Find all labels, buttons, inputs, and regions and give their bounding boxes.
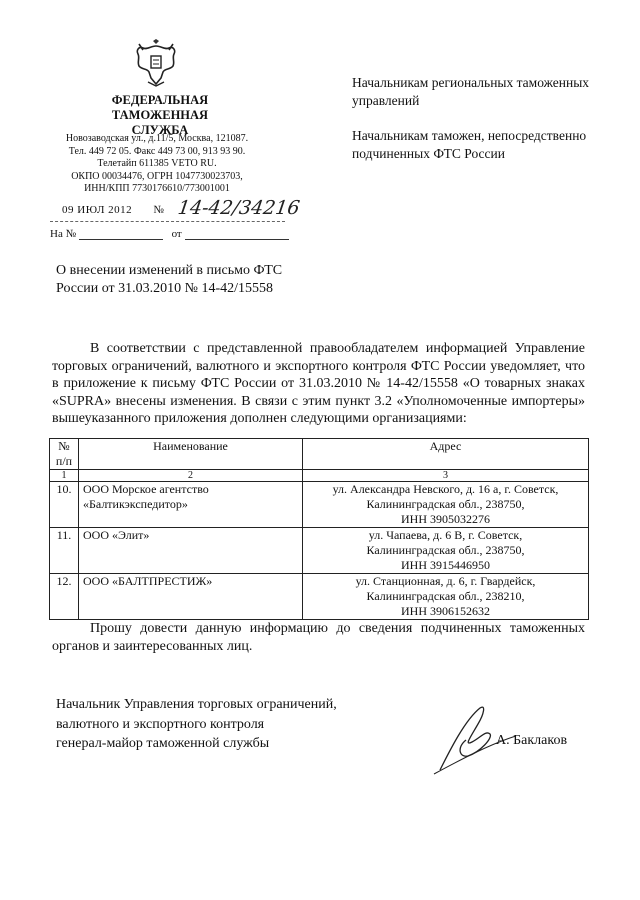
signer-title — [56, 695, 386, 754]
header-name: Наименование — [79, 439, 303, 470]
recipient-regional: Начальникам региональных таможенных управлений — [352, 75, 590, 108]
address-line: ИНН 3915446950 — [401, 558, 490, 572]
signer-name: А. Баклаков — [496, 733, 568, 748]
organizations-table — [49, 438, 589, 620]
column-number: 3 — [303, 470, 589, 482]
org-address — [303, 574, 589, 620]
address-line: ул. Чапаева, д. 6 В, г. Советск, — [368, 528, 523, 542]
column-number: 2 — [79, 470, 303, 482]
row-number: 11. — [50, 528, 79, 574]
address-line: ул. Станционная, д. 6, г. Гвардейск, — [355, 574, 536, 588]
row-number: 10. — [50, 482, 79, 528]
address-line: ИНН 3905032276 — [401, 512, 490, 526]
org-name: ООО «БАЛТПРЕСТИЖ» — [79, 574, 303, 620]
address-line: Калининградская обл., 238750, — [366, 497, 525, 511]
request-paragraph: Прошу довести данную информацию до сведения подчиненных таможенных органов и заинтересованных лиц. — [52, 621, 585, 654]
date-underline — [50, 221, 285, 222]
table-row — [50, 528, 589, 574]
letter-date: 09 ИЮЛ 2012 — [62, 204, 133, 216]
reference-from-label: от — [171, 228, 182, 240]
letter-subject: О внесении изменений в письмо ФТС России от 31.03.2010 № 14-42/15558 — [56, 263, 283, 296]
recipient-customs: Начальникам таможен, непосредственно подчиненных ФТС России — [352, 128, 587, 161]
org-name: ООО Морское агентство «Балтикэкспедитор» — [79, 482, 303, 528]
body-paragraph: В соответствии с представленной правообладателем информацией Управление торговых ограничений, валютного и экспортного контроля ФТС России уведомляет, что в приложение к письму ФТС России от 31.03.2010 № 14-42/15558 «О товарных знаках «SUPRA» внесены изменения. В связи с этим пункт 3.2 «Уполномоченные импортеры» вышеуказанного приложения дополнен следующими организациями: — [52, 341, 585, 426]
letter-date-row — [62, 204, 164, 216]
org-line-1: ФЕДЕРАЛЬНАЯ — [111, 93, 209, 107]
letter-number-handwritten: 14-42/34216 — [176, 197, 302, 219]
contact-line: ОКПО 00034476, ОГРН 1047730023703, — [71, 170, 243, 182]
reference-number-line — [79, 229, 163, 240]
recipients-block — [352, 74, 602, 180]
column-numbers-row — [50, 470, 589, 482]
organization-name — [90, 93, 230, 138]
coat-of-arms-emblem — [133, 38, 179, 88]
header-address: Адрес — [303, 439, 589, 470]
org-address — [303, 528, 589, 574]
contact-line: Новозаводская ул., д.11/5, Москва, 121087. — [65, 133, 249, 144]
reference-label: На № — [50, 228, 77, 240]
address-line: ИНН 3906152632 — [401, 604, 490, 618]
reference-date-line — [185, 229, 289, 240]
table-row — [50, 574, 589, 620]
signer-line: Начальник Управления торговых ограничений, — [56, 697, 337, 712]
contact-line: Телетайп 611385 VETO RU. — [97, 158, 217, 169]
address-line: Калининградская обл., 238750, — [366, 543, 525, 557]
table-header-row — [50, 439, 589, 470]
signer-line: генерал-майор таможенной службы — [56, 736, 270, 751]
org-line-2: ТАМОЖЕННАЯ СЛУЖБА — [111, 108, 209, 137]
address-line: ул. Александра Невского, д. 16 а, г. Советск, — [332, 482, 559, 496]
signer-line: валютного и экспортного контроля — [56, 716, 265, 732]
org-address — [303, 482, 589, 528]
address-line: Калининградская обл., 238210, — [366, 589, 525, 603]
column-number: 1 — [50, 470, 79, 482]
row-number: 12. — [50, 574, 79, 620]
org-name: ООО «Элит» — [79, 528, 303, 574]
letter-number-label: № — [153, 204, 165, 216]
table-row — [50, 482, 589, 528]
reference-row — [50, 228, 290, 240]
contact-line: Тел. 449 72 05. Факс 449 73 00, 913 93 90. — [68, 145, 246, 157]
contact-details — [52, 133, 262, 196]
header-number: № п/п — [50, 439, 79, 470]
contact-line: ИНН/КПП 7730176610/773001001 — [84, 183, 230, 194]
